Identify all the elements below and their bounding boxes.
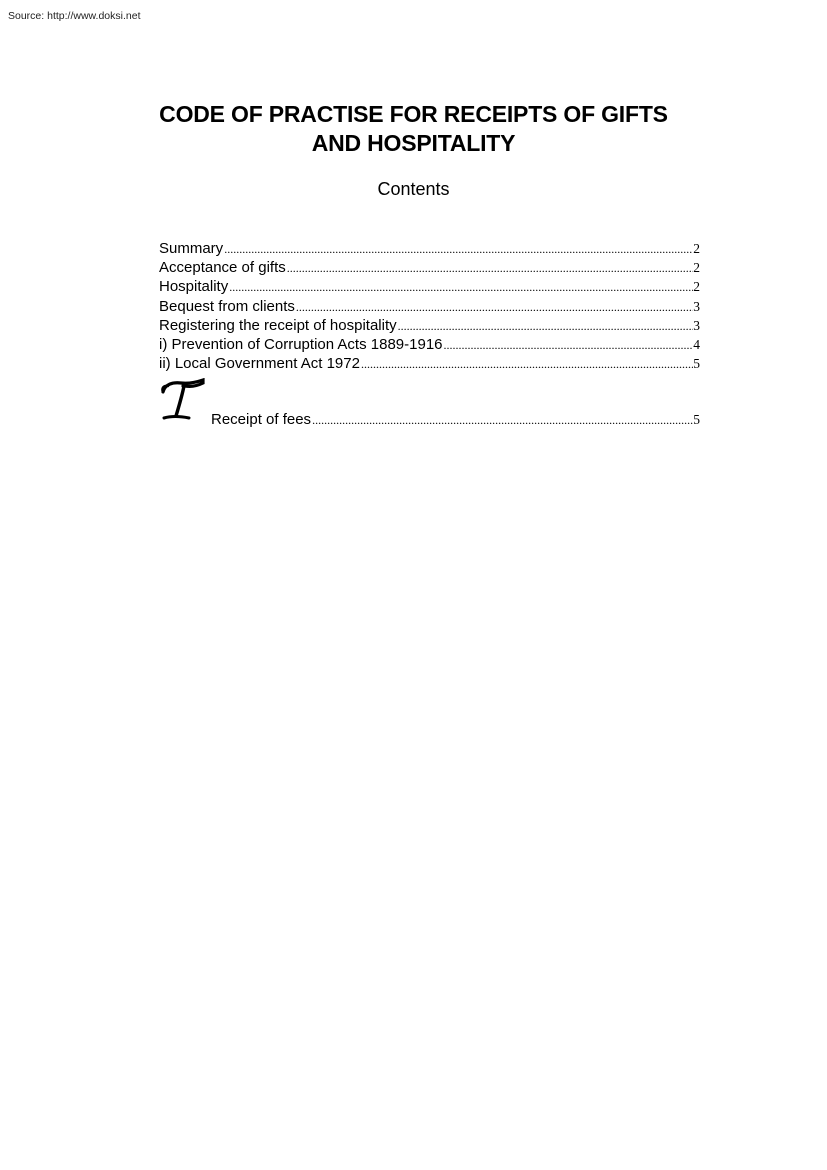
toc-entry-local-government-act[interactable] xyxy=(159,354,700,373)
dot-leader xyxy=(312,411,693,430)
dot-leader xyxy=(398,317,694,335)
toc-entry-label: Summary xyxy=(159,240,224,257)
toc-entry-prevention-of-corruption[interactable] xyxy=(159,335,700,354)
toc-entry-bequest-from-clients[interactable] xyxy=(159,297,700,316)
toc-page-number: 2 xyxy=(693,260,700,276)
toc-entry-label: Registering the receipt of hospitality xyxy=(159,316,397,334)
toc-entry-receipt-of-fees[interactable] xyxy=(159,378,700,428)
toc-entry-label: Bequest from clients xyxy=(159,297,295,315)
toc-page-number: 5 xyxy=(693,412,700,427)
dot-leader xyxy=(444,336,694,354)
source-note: Source: http://www.doksi.net xyxy=(8,10,141,22)
contents-heading: Contents xyxy=(377,179,450,199)
table-of-contents xyxy=(159,239,700,373)
toc-entry-label: Receipt of fees xyxy=(211,411,312,428)
toc-page-number: 3 xyxy=(693,298,700,314)
dot-leader xyxy=(361,355,693,373)
toc-entry-label: ii) Local Government Act 1972 xyxy=(159,355,360,373)
toc-page-number: 4 xyxy=(693,336,700,352)
dot-leader xyxy=(224,240,693,258)
toc-page-number: 2 xyxy=(693,279,700,295)
toc-page-number: 5 xyxy=(693,356,700,372)
document-title-line-1: CODE OF PRACTISE FOR RECEIPTS OF GIFTS xyxy=(159,101,668,127)
dot-leader xyxy=(287,259,694,277)
toc-entry-line xyxy=(211,410,700,430)
document-title-line-2: AND HOSPITALITY xyxy=(311,130,516,156)
script-t-icon xyxy=(159,378,205,424)
toc-entry-summary[interactable] xyxy=(159,239,700,258)
dot-leader xyxy=(229,278,693,296)
toc-entry-label: Acceptance of gifts xyxy=(159,259,286,277)
document-title xyxy=(0,100,827,158)
toc-entry-hospitality[interactable] xyxy=(159,277,700,296)
toc-entry-registering-receipt[interactable] xyxy=(159,316,700,335)
dot-leader xyxy=(296,298,693,316)
toc-entry-label: i) Prevention of Corruption Acts 1889-1916 xyxy=(159,335,443,353)
toc-page-number: 3 xyxy=(693,317,700,333)
toc-page-number: 2 xyxy=(693,241,700,256)
toc-entry-label: Hospitality xyxy=(159,278,229,296)
toc-entry-acceptance-of-gifts[interactable] xyxy=(159,258,700,277)
